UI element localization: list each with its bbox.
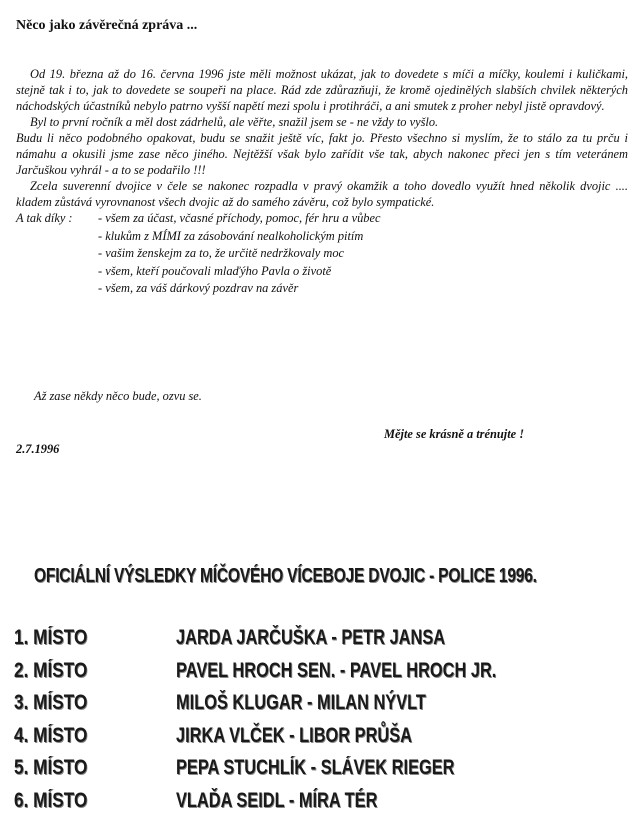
results-row [14,622,614,655]
results-row [14,752,614,785]
report-paragraph: Zcela suverenní dvojice v čele se nakonec rozpadla v pravý okamžik a toho dovedlo využít hned několik dvojic .... kladem zůstává vyrovnanost všech dvojic až do samého závěru, což bylo sympatické. [16,179,628,209]
report-paragraph: Byl to první ročník a měl dost zádrhelů, ale věřte, snažil jsem se - ne vždy to vyšlo. [30,115,439,129]
thanks-section [16,210,628,298]
report-paragraph: Budu li něco podobného opakovat, budu se snažit ještě víc, fakt jo. Přesto všechno si myslím, že to stálo za tu prču i námahu a okusili jsme zase něco jiného. Nejtěžší však bylo zařídit vše tak, abych nakonec přeci jen s tím veteránem Jarčuškou vyhrál - a to se podařilo !!! [16,131,628,177]
closing-line: Až zase někdy něco bude, ozvu se. [34,389,202,403]
thanks-item: - všem, kteří poučovali mlaďýho Pavla o životě [98,263,332,278]
thanks-item: - vašim ženskejm za to, že určitě nedržkovaly moc [98,246,345,260]
result-place: 3. MÍSTO [14,691,88,715]
result-names: JIRKA VLČEK - LIBOR PRŮŠA [176,723,413,747]
thanks-item: - všem, za váš dárkový pozdrav na závěr [98,281,299,295]
results-table [14,622,614,817]
results-title: OFICIÁLNÍ VÝSLEDKY MÍČOVÉHO VÍCEBOJE DVOJIC - POLICE 1996. [34,565,537,587]
results-row [14,655,614,688]
thanks-item: - klukům z MÍMI za zásobování nealkoholickým pitím [98,228,364,243]
thanks-item: - všem za účast, včasné příchody, pomoc, fér hru a vůbec [98,211,381,225]
thanks-list [98,210,381,298]
results-row [14,720,614,753]
thanks-lead: A tak díky : [16,211,73,225]
results-row [14,785,614,818]
result-place: 1. MÍSTO [14,626,88,650]
result-names: PEPA STUCHLÍK - SLÁVEK RIEGER [176,756,455,780]
document-date: 2.7.1996 [16,442,60,456]
result-names: JARDA JARČUŠKA - PETR JANSA [176,626,446,650]
result-place: 4. MÍSTO [14,723,88,747]
result-place: 6. MÍSTO [14,788,88,812]
result-names: MILOŠ KLUGAR - MILAN NÝVLT [176,691,426,715]
motto: Mějte se krásně a trénujte ! [384,427,525,441]
result-names: VLAĎA SEIDL - MÍRA TÉR [176,788,378,812]
result-place: 5. MÍSTO [14,756,88,780]
document-title: Něco jako závěrečná zpráva ... [16,18,198,33]
result-names: PAVEL HROCH SEN. - PAVEL HROCH JR. [176,658,497,682]
result-place: 2. MÍSTO [14,658,88,682]
report-body [16,66,628,298]
report-paragraph: Od 19. března až do 16. června 1996 jste měli možnost ukázat, jak to dovedete s míči a míčky, koulemi i kuličkami, stejně tak i to, jak to dovedete se soupeři na place. Rád zde zdůrazňuji, že kromě ojedinělých slabších chvilek některých náchodských účastníků nebylo patrno vyšší napětí mezi spolu i protihráči, a ani smutek z proher nebyl jistě opravdový. [16,67,628,113]
results-row [14,687,614,720]
